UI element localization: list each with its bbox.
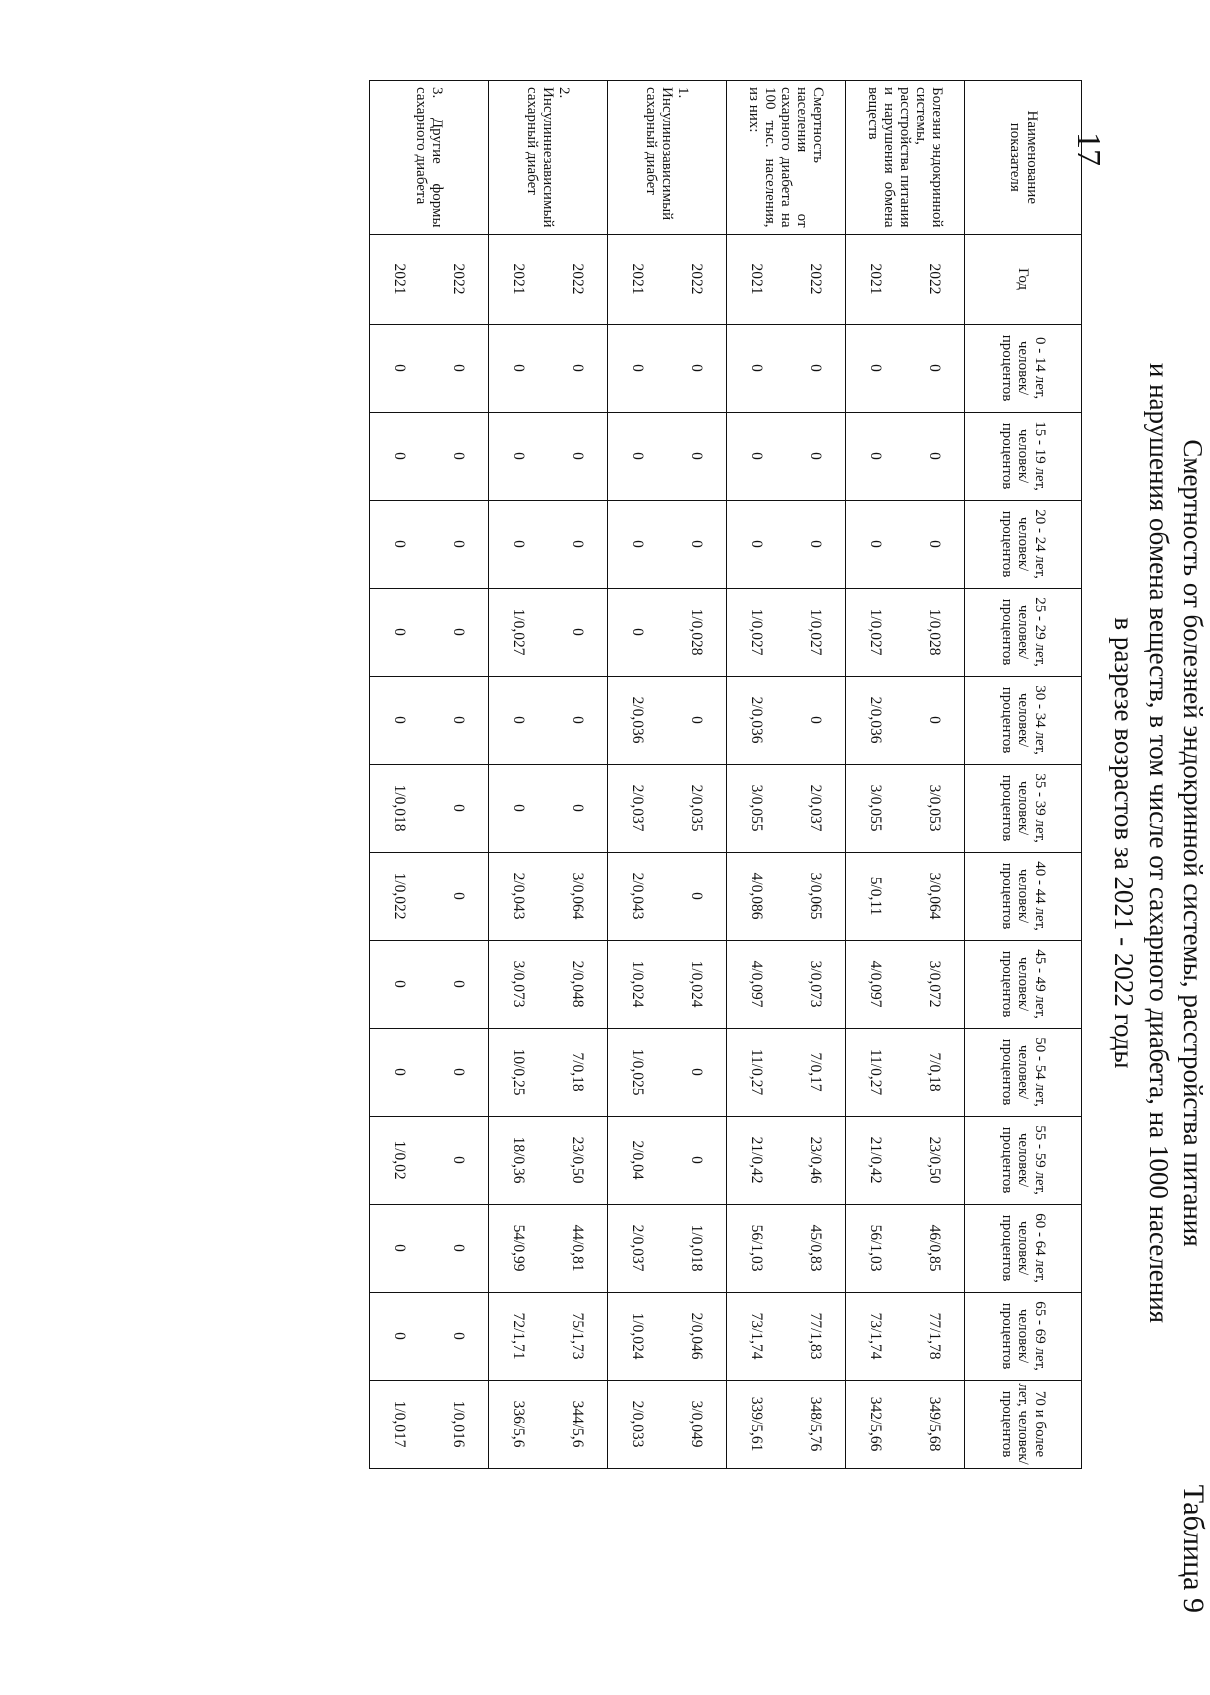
value-cell: 1/0,018 [370, 764, 430, 852]
year-cell: 2022 [667, 234, 727, 324]
value-cell: 75/1,73 [548, 1292, 608, 1380]
value-cell: 0 [429, 1116, 489, 1204]
value-cell: 10/0,25 [489, 1028, 549, 1116]
value-cell: 0 [548, 324, 608, 412]
value-cell: 0 [727, 500, 787, 588]
header-age-group: 30 - 34 лет, человек/ процентов [965, 676, 1082, 764]
header-age-group: 40 - 44 лет, человек/ процентов [965, 852, 1082, 940]
table-row [786, 81, 846, 1469]
value-cell: 0 [429, 324, 489, 412]
value-cell: 77/1,83 [786, 1292, 846, 1380]
value-cell: 1/0,024 [667, 940, 727, 1028]
value-cell: 2/0,037 [608, 764, 668, 852]
value-cell: 0 [370, 676, 430, 764]
value-cell: 349/5,68 [905, 1380, 965, 1468]
value-cell: 0 [905, 676, 965, 764]
value-cell: 1/0,028 [667, 588, 727, 676]
value-cell: 0 [429, 1028, 489, 1116]
value-cell: 44/0,81 [548, 1204, 608, 1292]
value-cell: 0 [727, 324, 787, 412]
value-cell: 0 [786, 676, 846, 764]
value-cell: 0 [429, 588, 489, 676]
value-cell: 348/5,76 [786, 1380, 846, 1468]
header-indicator-name: Наименование показателя [965, 81, 1082, 235]
value-cell: 11/0,27 [846, 1028, 906, 1116]
value-cell: 0 [429, 1204, 489, 1292]
value-cell: 0 [370, 588, 430, 676]
header-age-group: 0 - 14 лет, человек/ процентов [965, 324, 1082, 412]
value-cell: 0 [608, 412, 668, 500]
value-cell: 2/0,037 [786, 764, 846, 852]
value-cell: 7/0,17 [786, 1028, 846, 1116]
value-cell: 21/0,42 [846, 1116, 906, 1204]
value-cell: 3/0,055 [727, 764, 787, 852]
value-cell: 0 [667, 500, 727, 588]
value-cell: 0 [905, 500, 965, 588]
value-cell: 0 [489, 412, 549, 500]
value-cell: 46/0,85 [905, 1204, 965, 1292]
value-cell: 1/0,024 [608, 1292, 668, 1380]
value-cell: 0 [608, 324, 668, 412]
value-cell: 56/1,03 [727, 1204, 787, 1292]
value-cell: 0 [429, 764, 489, 852]
header-age-group: 55 - 59 лет, человек/ процентов [965, 1116, 1082, 1204]
value-cell: 3/0,073 [489, 940, 549, 1028]
value-cell: 1/0,027 [489, 588, 549, 676]
page-number: 17 [1070, 132, 1107, 166]
value-cell: 3/0,064 [548, 852, 608, 940]
value-cell: 0 [667, 324, 727, 412]
table-caption: Таблица 9 [1177, 1484, 1210, 1613]
value-cell: 0 [429, 940, 489, 1028]
value-cell: 2/0,035 [667, 764, 727, 852]
value-cell: 0 [429, 500, 489, 588]
value-cell: 0 [370, 1204, 430, 1292]
header-age-group: 20 - 24 лет, человек/ процентов [965, 500, 1082, 588]
value-cell: 0 [786, 324, 846, 412]
value-cell: 4/0,097 [727, 940, 787, 1028]
year-cell: 2021 [489, 234, 549, 324]
value-cell: 1/0,022 [370, 852, 430, 940]
year-cell: 2022 [548, 234, 608, 324]
value-cell: 2/0,04 [608, 1116, 668, 1204]
value-cell: 5/0,11 [846, 852, 906, 940]
value-cell: 0 [370, 940, 430, 1028]
value-cell: 72/1,71 [489, 1292, 549, 1380]
value-cell: 0 [429, 852, 489, 940]
value-cell: 1/0,028 [905, 588, 965, 676]
header-age-group: 25 - 29 лет, человек/ процентов [965, 588, 1082, 676]
rotated-page-content [240, 3, 1210, 1683]
value-cell: 73/1,74 [846, 1292, 906, 1380]
value-cell: 45/0,83 [786, 1204, 846, 1292]
value-cell: 77/1,78 [905, 1292, 965, 1380]
value-cell: 0 [548, 676, 608, 764]
value-cell: 0 [905, 324, 965, 412]
value-cell: 0 [846, 500, 906, 588]
value-cell: 3/0,053 [905, 764, 965, 852]
value-cell: 0 [548, 588, 608, 676]
value-cell: 0 [786, 500, 846, 588]
value-cell: 0 [667, 1116, 727, 1204]
value-cell: 0 [608, 500, 668, 588]
value-cell: 336/5,6 [489, 1380, 549, 1468]
value-cell: 2/0,036 [727, 676, 787, 764]
value-cell: 1/0,027 [786, 588, 846, 676]
value-cell: 11/0,27 [727, 1028, 787, 1116]
year-cell: 2022 [429, 234, 489, 324]
year-cell: 2021 [727, 234, 787, 324]
value-cell: 0 [548, 764, 608, 852]
value-cell: 3/0,049 [667, 1380, 727, 1468]
document-title [1107, 3, 1210, 1683]
table-row [846, 81, 906, 1469]
table-body [370, 81, 965, 1469]
value-cell: 0 [370, 1028, 430, 1116]
value-cell: 1/0,018 [667, 1204, 727, 1292]
value-cell: 3/0,064 [905, 852, 965, 940]
value-cell: 0 [667, 676, 727, 764]
value-cell: 2/0,036 [608, 676, 668, 764]
value-cell: 18/0,36 [489, 1116, 549, 1204]
value-cell: 0 [429, 676, 489, 764]
mortality-table [369, 80, 1082, 1469]
table-row [548, 81, 608, 1469]
value-cell: 3/0,065 [786, 852, 846, 940]
value-cell: 1/0,02 [370, 1116, 430, 1204]
value-cell: 1/0,024 [608, 940, 668, 1028]
indicator-name-cell: Болезни эндокринной системы, расстройства питания и нарушения обмена веществ [846, 81, 965, 235]
value-cell: 0 [429, 412, 489, 500]
value-cell: 342/5,66 [846, 1380, 906, 1468]
title-line: и нарушения обмена веществ, в том числе от сахарного диабета, на 1000 населения [1143, 362, 1174, 1324]
value-cell: 0 [370, 500, 430, 588]
value-cell: 0 [727, 412, 787, 500]
value-cell: 0 [548, 500, 608, 588]
indicator-name-cell: Смертность населения от сахарного диабета на 100 тыс. населения, из них: [727, 81, 846, 235]
value-cell: 0 [370, 324, 430, 412]
header-year: Год [965, 234, 1082, 324]
table-row [905, 81, 965, 1469]
table-row [489, 81, 549, 1469]
header-age-group: 35 - 39 лет, человек/ процентов [965, 764, 1082, 852]
table-row [667, 81, 727, 1469]
value-cell: 3/0,073 [786, 940, 846, 1028]
value-cell: 2/0,048 [548, 940, 608, 1028]
year-cell: 2021 [608, 234, 668, 324]
title-line: Смертность от болезней эндокринной системы, расстройства питания [1178, 439, 1208, 1247]
table-row [370, 81, 430, 1469]
value-cell: 3/0,055 [846, 764, 906, 852]
year-cell: 2022 [905, 234, 965, 324]
value-cell: 0 [489, 764, 549, 852]
value-cell: 4/0,097 [846, 940, 906, 1028]
value-cell: 0 [786, 412, 846, 500]
title-line: в разрезе возрастов за 2021 - 2022 годы [1109, 617, 1140, 1069]
value-cell: 1/0,016 [429, 1380, 489, 1468]
value-cell: 339/5,61 [727, 1380, 787, 1468]
table-header-row [965, 81, 1082, 1469]
value-cell: 0 [846, 412, 906, 500]
value-cell: 0 [489, 676, 549, 764]
value-cell: 23/0,50 [548, 1116, 608, 1204]
value-cell: 23/0,50 [905, 1116, 965, 1204]
value-cell: 2/0,043 [608, 852, 668, 940]
value-cell: 4/0,086 [727, 852, 787, 940]
indicator-name-cell: 2. Инсулиннезависимый сахарный диабет [489, 81, 608, 235]
value-cell: 0 [846, 324, 906, 412]
header-age-group: 15 - 19 лет, человек/ процентов [965, 412, 1082, 500]
value-cell: 7/0,18 [905, 1028, 965, 1116]
value-cell: 0 [489, 324, 549, 412]
value-cell: 3/0,072 [905, 940, 965, 1028]
value-cell: 56/1,03 [846, 1204, 906, 1292]
value-cell: 2/0,046 [667, 1292, 727, 1380]
year-cell: 2021 [370, 234, 430, 324]
value-cell: 0 [905, 412, 965, 500]
value-cell: 0 [370, 1292, 430, 1380]
value-cell: 2/0,037 [608, 1204, 668, 1292]
header-age-group: 65 - 69 лет, человек/ процентов [965, 1292, 1082, 1380]
value-cell: 0 [667, 1028, 727, 1116]
value-cell: 0 [608, 588, 668, 676]
table-row [608, 81, 668, 1469]
indicator-name-cell: 1. Инсулинозависимый сахарный диабет [608, 81, 727, 235]
table-row [429, 81, 489, 1469]
header-age-group: 50 - 54 лет, человек/ процентов [965, 1028, 1082, 1116]
value-cell: 21/0,42 [727, 1116, 787, 1204]
value-cell: 2/0,033 [608, 1380, 668, 1468]
value-cell: 0 [667, 852, 727, 940]
value-cell: 0 [429, 1292, 489, 1380]
year-cell: 2021 [846, 234, 906, 324]
value-cell: 0 [489, 500, 549, 588]
value-cell: 1/0,027 [727, 588, 787, 676]
header-age-group: 60 - 64 лет, человек/ процентов [965, 1204, 1082, 1292]
value-cell: 0 [548, 412, 608, 500]
value-cell: 1/0,027 [846, 588, 906, 676]
value-cell: 0 [667, 412, 727, 500]
value-cell: 0 [370, 412, 430, 500]
header-age-group: 45 - 49 лет, человек/ процентов [965, 940, 1082, 1028]
value-cell: 54/0,99 [489, 1204, 549, 1292]
header-age-group: 70 и более лет, человек/ процентов [965, 1380, 1082, 1468]
value-cell: 73/1,74 [727, 1292, 787, 1380]
value-cell: 7/0,18 [548, 1028, 608, 1116]
value-cell: 23/0,46 [786, 1116, 846, 1204]
indicator-name-cell: 3. Другие формы сахарного диабета [370, 81, 489, 235]
value-cell: 344/5,6 [548, 1380, 608, 1468]
value-cell: 1/0,025 [608, 1028, 668, 1116]
year-cell: 2022 [786, 234, 846, 324]
value-cell: 1/0,017 [370, 1380, 430, 1468]
value-cell: 2/0,043 [489, 852, 549, 940]
table-row [727, 81, 787, 1469]
value-cell: 2/0,036 [846, 676, 906, 764]
